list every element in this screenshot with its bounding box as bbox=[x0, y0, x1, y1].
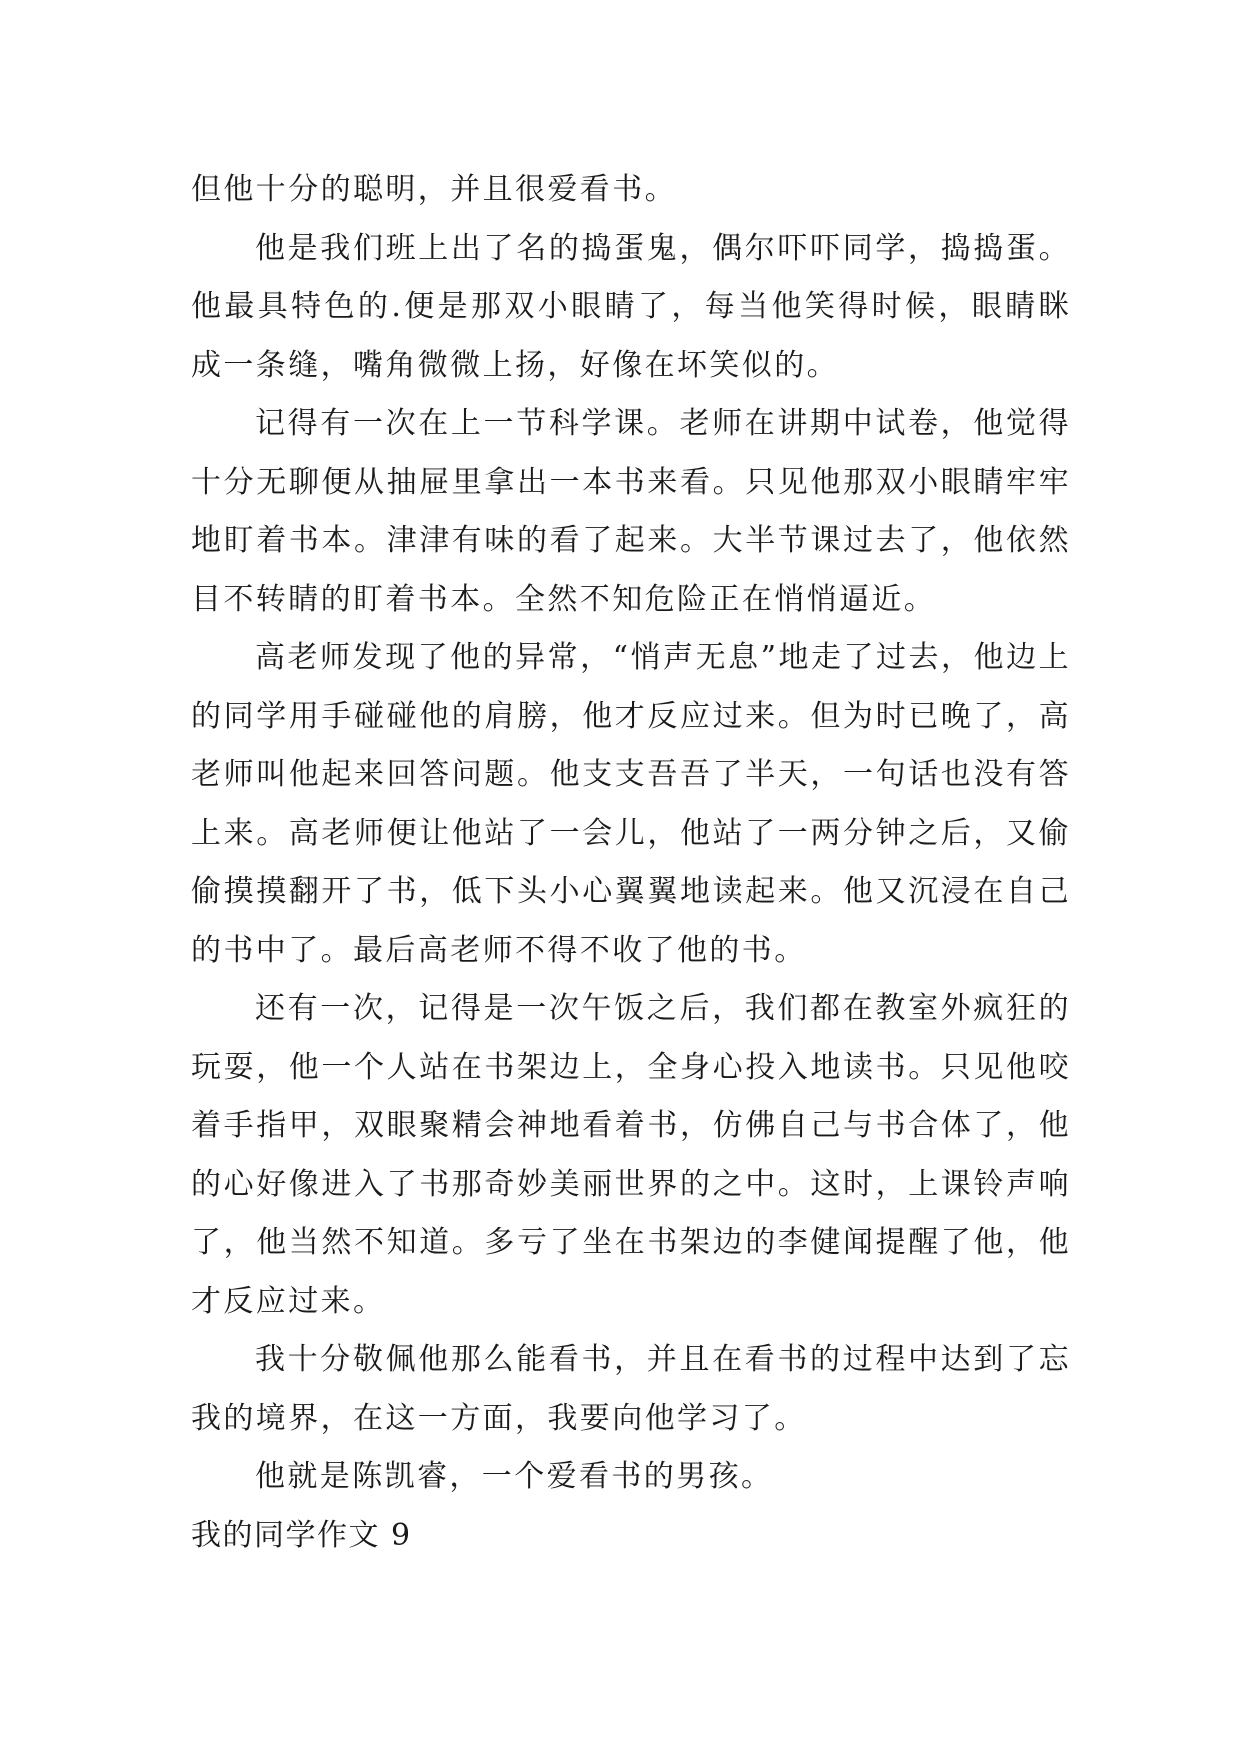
paragraph: 他是我们班上出了名的捣蛋鬼，偶尔吓吓同学，捣捣蛋。他最具特色的.便是那双小眼睛了，每当他笑得时候，眼睛眯成一条缝，嘴角微微上扬，好像在坏笑似的。 bbox=[191, 230, 1071, 383]
paragraph: 高老师发现了他的异常，“悄声无息”地走了过去，他边上的同学用手碰碰他的肩膀，他才反应过来。但为时已晚了，高老师叫他起来回答问题。他支支吾吾了半天，一句话也没有答上来。高老师便让他站了一会儿，他站了一两分钟之后，又偷偷摸摸翻开了书，低下头小心翼翼地读起来。他又沉浸在自己的书中了。最后高老师不得不收了他的书。 bbox=[191, 640, 1071, 968]
paragraph: 我十分敬佩他那么能看书，并且在看书的过程中达到了忘我的境界，在这一方面，我要向他学习了。 bbox=[191, 1342, 1071, 1436]
paragraph: 他就是陈凯睿，一个爱看书的男孩。 bbox=[255, 1459, 774, 1494]
paragraph: 还有一次，记得是一次午饭之后，我们都在教室外疯狂的玩耍，他一个人站在书架边上，全身心投入地读书。只见他咬着手指甲，双眼聚精会神地看着书，仿佛自己与书合体了，他的心好像进入了书那奇妙美丽世界的之中。这时，上课铃声响了，他当然不知道。多亏了坐在书架边的李健闻提醒了他，他才反应过来。 bbox=[191, 991, 1071, 1319]
paragraph: 记得有一次在上一节科学课。老师在讲期中试卷，他觉得十分无聊便从抽屉里拿出一本书来看。只见他那双小眼睛牢牢地盯着书本。津津有味的看了起来。大半节课过去了，他依然目不转睛的盯着书本。全然不知危险正在悄悄逼近。 bbox=[191, 406, 1071, 617]
document-body bbox=[191, 161, 1071, 1565]
paragraph-continuation: 但他十分的聪明，并且很爱看书。 bbox=[191, 172, 677, 207]
section-heading: 我的同学作文 9 bbox=[191, 1517, 412, 1553]
